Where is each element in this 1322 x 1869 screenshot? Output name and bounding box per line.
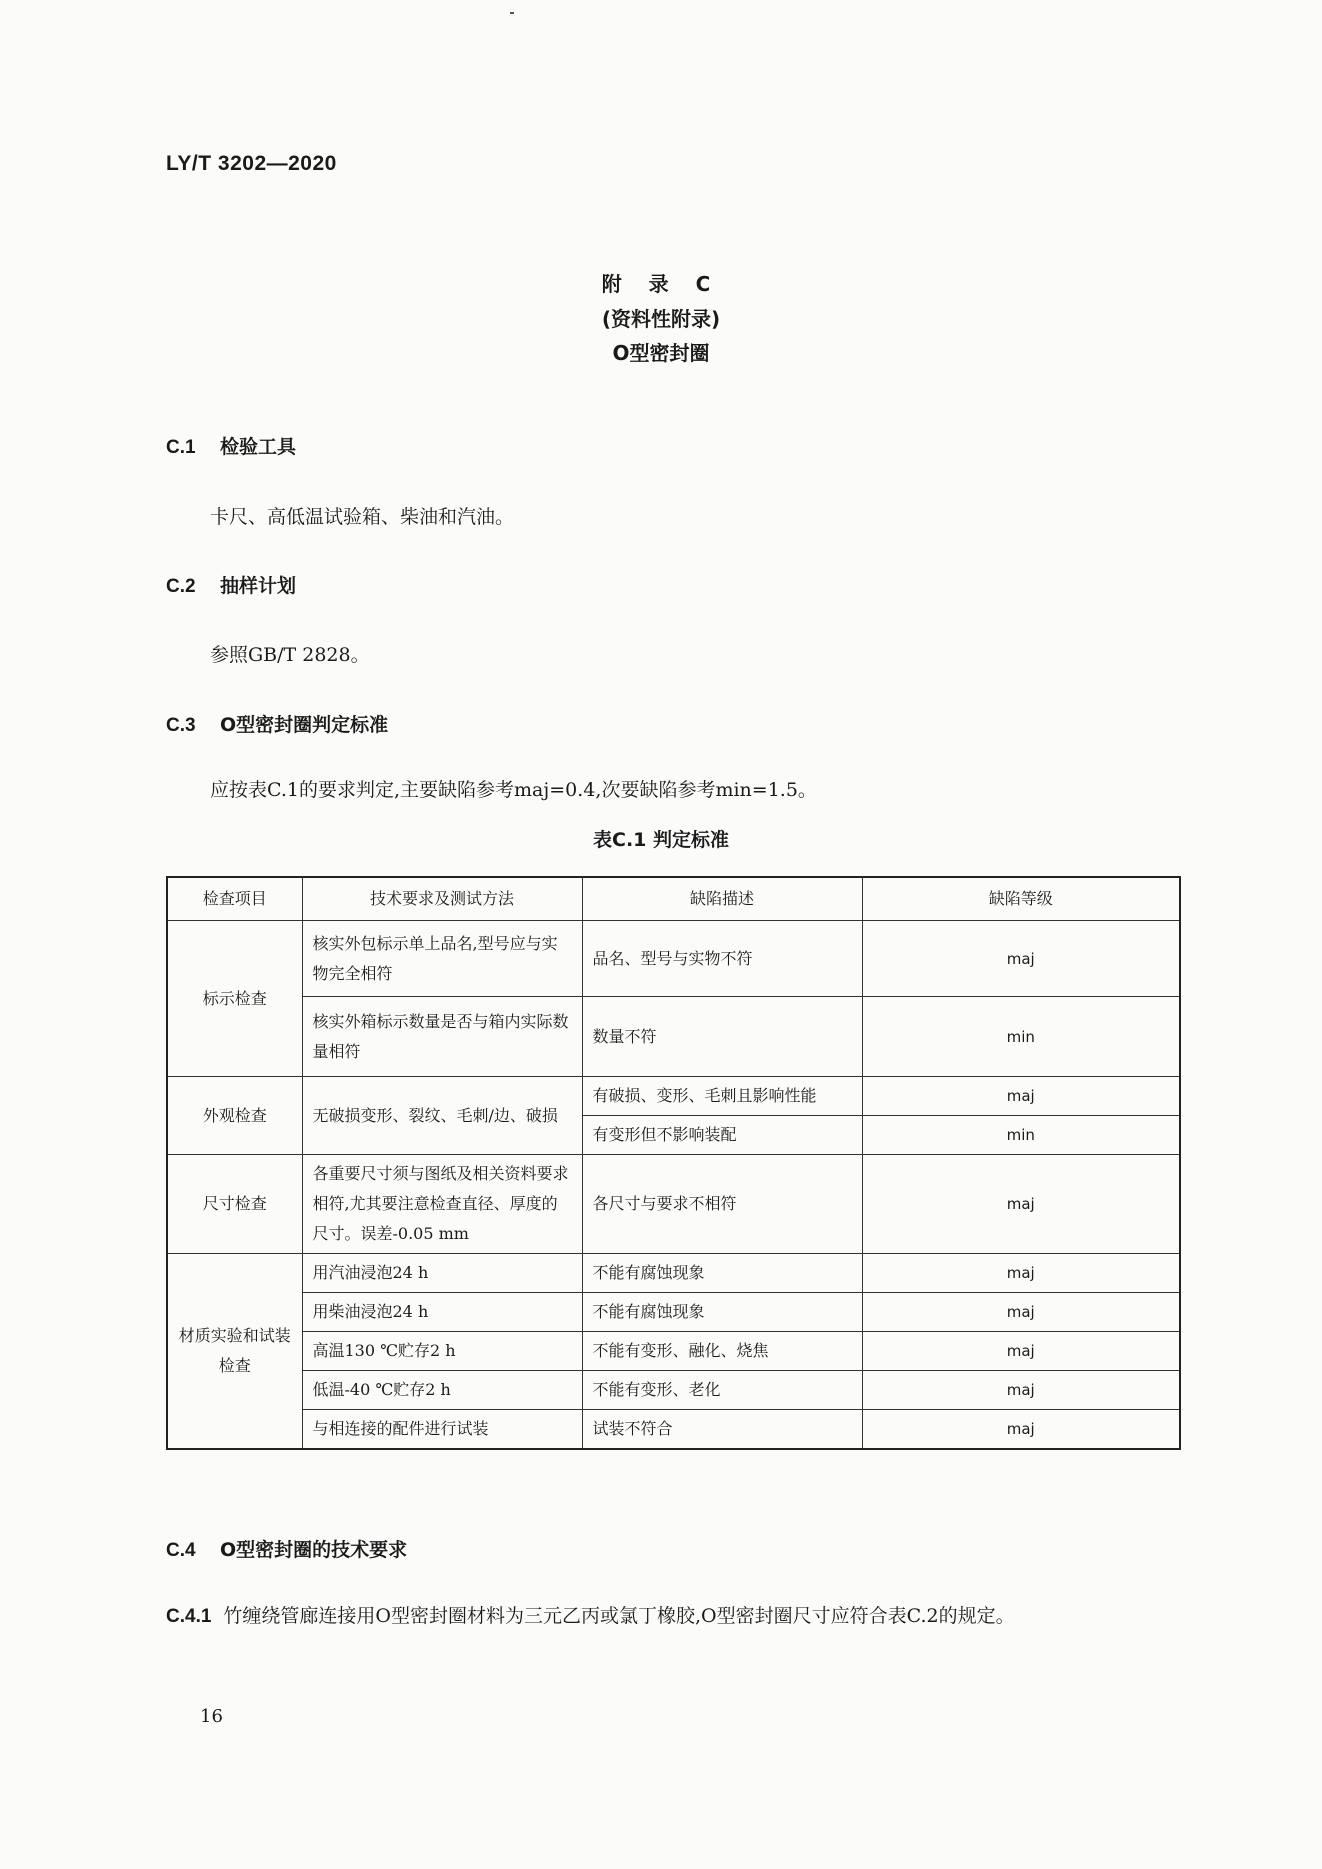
- section-c1-body: 卡尺、高低温试验箱、柴油和汽油。: [210, 506, 515, 528]
- item-cell: 标示检查: [167, 921, 302, 1077]
- table-row: [167, 1410, 1180, 1450]
- column-header: 缺陷描述: [582, 877, 862, 921]
- criteria-table: [166, 876, 1181, 1450]
- requirement-cell: 低温-40 ℃贮存2 h: [302, 1371, 582, 1410]
- column-header: 技术要求及测试方法: [302, 877, 582, 921]
- item-cell: 外观检查: [167, 1077, 302, 1155]
- level-cell: maj: [862, 1155, 1180, 1254]
- defect-cell: 试装不符合: [582, 1410, 862, 1450]
- defect-cell: 品名、型号与实物不符: [582, 921, 862, 997]
- requirement-cell: 用汽油浸泡24 h: [302, 1254, 582, 1293]
- table-row: [167, 1293, 1180, 1332]
- section-c3-body: 应按表C.1的要求判定,主要缺陷参考maj=0.4,次要缺陷参考min=1.5。: [210, 779, 817, 801]
- table-row: [167, 1332, 1180, 1371]
- section-c4-heading: [166, 1535, 407, 1562]
- table-row: [167, 921, 1180, 997]
- requirement-cell: 无破损变形、裂纹、毛刺/边、破损: [302, 1077, 582, 1155]
- defect-cell: 数量不符: [582, 997, 862, 1077]
- item-cell: 材质实验和试装检查: [167, 1254, 302, 1450]
- table-row: [167, 1077, 1180, 1116]
- standard-code: LY/T 3202—2020: [166, 152, 337, 175]
- defect-cell: 有变形但不影响装配: [582, 1116, 862, 1155]
- section-title: O型密封圈判定标准: [220, 714, 389, 736]
- section-c2-heading: [166, 571, 296, 598]
- section-body: 竹缠绕管廊连接用O型密封圈材料为三元乙丙或氯丁橡胶,O型密封圈尺寸应符合表C.2的规定。: [223, 1605, 1015, 1627]
- requirement-cell: 高温130 ℃贮存2 h: [302, 1332, 582, 1371]
- section-title: O型密封圈的技术要求: [220, 1539, 408, 1561]
- section-c3-heading: [166, 710, 388, 737]
- annex-subject: O型密封圈: [612, 341, 710, 365]
- section-number: C.2: [166, 576, 196, 597]
- defect-cell: 不能有变形、老化: [582, 1371, 862, 1410]
- section-number: C.4: [166, 1540, 196, 1561]
- section-number: C.4.1: [166, 1606, 212, 1627]
- level-cell: maj: [862, 1332, 1180, 1371]
- section-title: 检验工具: [220, 436, 297, 458]
- section-number: C.1: [166, 437, 196, 458]
- page-number: 16: [200, 1706, 223, 1727]
- defect-cell: 有破损、变形、毛刺且影响性能: [582, 1077, 862, 1116]
- level-cell: maj: [862, 1371, 1180, 1410]
- requirement-cell: 各重要尺寸须与图纸及相关资料要求相符,尤其要注意检查直径、厚度的尺寸。误差-0.05 mm: [302, 1155, 582, 1254]
- table-header-row: [167, 877, 1180, 921]
- table-row: [167, 1155, 1180, 1254]
- requirement-cell: 核实外箱标示数量是否与箱内实际数量相符: [302, 997, 582, 1077]
- section-c2-body: 参照GB/T 2828。: [210, 644, 370, 666]
- level-cell: min: [862, 1116, 1180, 1155]
- section-c1-heading: [166, 432, 296, 459]
- scan-mark: [510, 12, 514, 14]
- level-cell: maj: [862, 1410, 1180, 1450]
- requirement-cell: 与相连接的配件进行试装: [302, 1410, 582, 1450]
- column-header: 检查项目: [167, 877, 302, 921]
- item-cell: 尺寸检查: [167, 1155, 302, 1254]
- level-cell: maj: [862, 1293, 1180, 1332]
- defect-cell: 各尺寸与要求不相符: [582, 1155, 862, 1254]
- level-cell: maj: [862, 1254, 1180, 1293]
- table-title: 表C.1 判定标准: [593, 829, 729, 851]
- defect-cell: 不能有变形、融化、烧焦: [582, 1332, 862, 1371]
- section-number: C.3: [166, 715, 196, 736]
- section-title: 抽样计划: [220, 575, 297, 597]
- requirement-cell: 核实外包标示单上品名,型号应与实物完全相符: [302, 921, 582, 997]
- table-row: [167, 1254, 1180, 1293]
- requirement-cell: 用柴油浸泡24 h: [302, 1293, 582, 1332]
- level-cell: maj: [862, 921, 1180, 997]
- column-header: 缺陷等级: [862, 877, 1180, 921]
- defect-cell: 不能有腐蚀现象: [582, 1293, 862, 1332]
- annex-title: 附 录 C: [601, 272, 721, 296]
- level-cell: maj: [862, 1077, 1180, 1116]
- section-c41-paragraph: [166, 1598, 1181, 1635]
- table-row: [167, 997, 1180, 1077]
- annex-type: (资料性附录): [601, 307, 721, 331]
- defect-cell: 不能有腐蚀现象: [582, 1254, 862, 1293]
- level-cell: min: [862, 997, 1180, 1077]
- table-row: [167, 1371, 1180, 1410]
